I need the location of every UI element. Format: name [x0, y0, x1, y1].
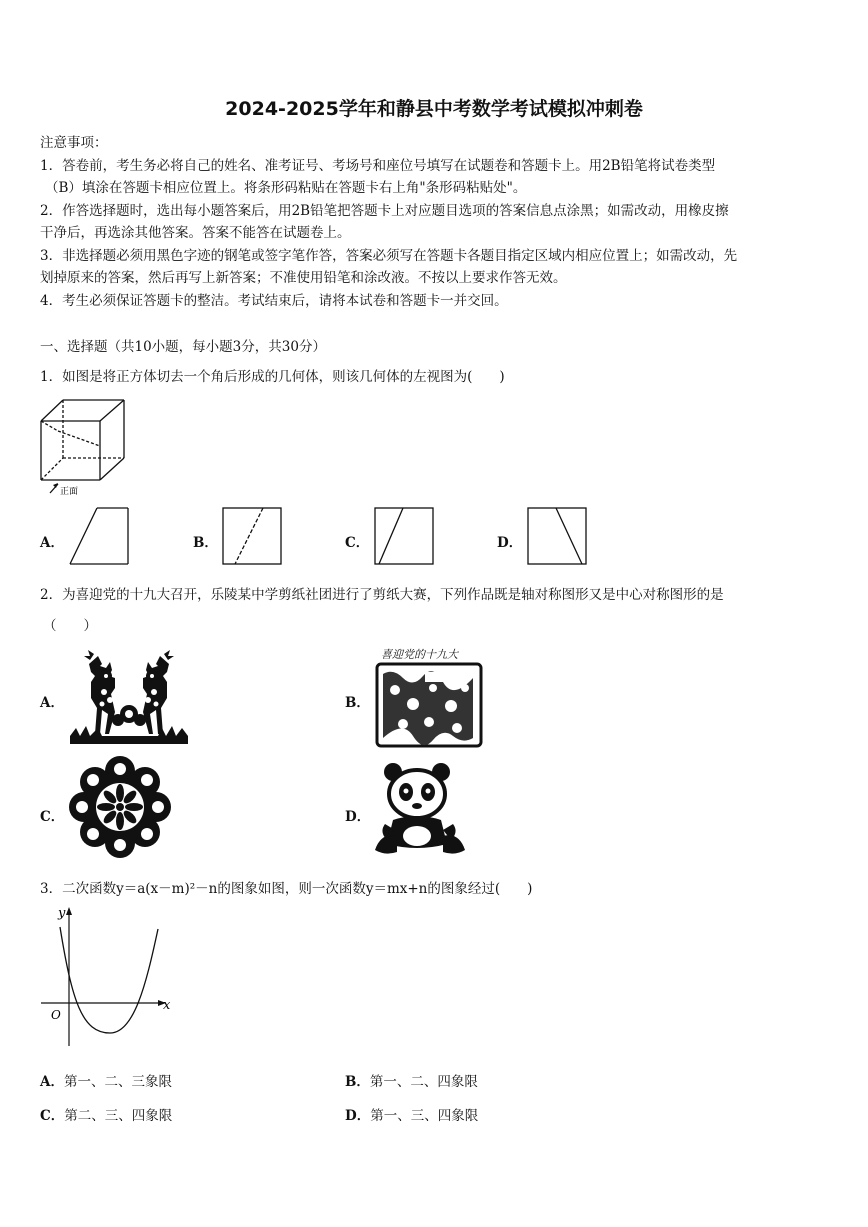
cube-cut-figure	[38, 396, 130, 498]
notes-block	[40, 132, 830, 312]
q3-option-b-text: 第一、二、四象限	[369, 1074, 478, 1090]
q1-option-c-label: C．	[345, 535, 370, 551]
q3-option-b-label: B．	[345, 1074, 370, 1090]
origin-label: O	[51, 1008, 61, 1022]
q3-option-a-label: A．	[40, 1074, 64, 1090]
question-2-stem-line2: （ ）	[43, 618, 97, 634]
q3-option-d	[345, 1104, 478, 1124]
q1-option-d-label: D．	[497, 535, 523, 551]
papercut-b-caption: 喜迎党的十九大	[381, 648, 458, 661]
q3-option-b	[345, 1070, 478, 1090]
page-title: 2024-2025学年和静县中考数学考试模拟冲刺卷	[225, 98, 643, 120]
q3-option-a-text: 第一、二、三象限	[63, 1074, 172, 1090]
q1-option-a-label: A．	[40, 535, 64, 551]
note-line: 3．非选择题必须用黑色字迹的钢笔或签字笔作答，答案必须写在答题卡各题目指定区域内相应位置上；如需改动，先	[40, 247, 738, 264]
q3-option-c-label: C．	[40, 1108, 65, 1124]
question-2-stem-line1: 2．为喜迎党的十九大召开，乐陵某中学剪纸社团进行了剪纸大赛，下列作品既是轴对称图形又是中心对称图形的是	[40, 587, 724, 603]
note-line: 干净后，再选涂其他答案。答案不能答在试题卷上。	[40, 225, 351, 241]
q2-option-d-label: D．	[345, 809, 371, 825]
question-1-stem: 1．如图是将正方体切去一个角后形成的几何体，则该几何体的左视图为( )	[40, 369, 505, 385]
question-3-stem: 3．二次函数y＝a(x－m)²－n的图象如图，则一次函数y＝mx+n的图象经过( )	[40, 881, 533, 897]
note-line: （B）填涂在答题卡相应位置上。将条形码粘贴在答题卡右上角"条形码粘贴处"。	[45, 180, 527, 196]
note-line: 4．考生必须保证答题卡的整洁。考试结束后，请将本试卷和答题卡一并交回。	[40, 292, 508, 309]
note-line: 划掉原来的答案，然后再写上新答案；不准使用铅笔和涂改液。不按以上要求作答无效。	[40, 270, 567, 286]
flower-papercut-image	[68, 755, 172, 859]
q1-option-b-label: B．	[193, 535, 218, 551]
q2-option-a-label: A．	[40, 695, 64, 711]
q1-option-c-figure	[373, 506, 435, 566]
q3-option-d-text: 第一、三、四象限	[370, 1108, 479, 1124]
parabola-curve	[60, 927, 158, 1033]
q3-option-d-label: D．	[345, 1108, 371, 1124]
q1-option-a-figure	[68, 506, 130, 566]
section-heading: 一、选择题（共10小题，每小题3分，共30分）	[40, 339, 326, 355]
q3-option-c-text: 第二、三、四象限	[64, 1108, 173, 1124]
deer-papercut-image	[68, 648, 190, 746]
front-label: 正面	[60, 487, 79, 497]
axis-x-label: x	[163, 998, 171, 1013]
note-line: 2．作答选择题时，选出每小题答案后，用2B铅笔把答题卡上对应题目选项的答案信息点涂黑；如需改动，用橡皮擦	[40, 202, 729, 219]
parabola-graph	[38, 905, 178, 1051]
party-papercut-image	[373, 644, 485, 750]
q2-option-b-label: B．	[345, 695, 370, 711]
q1-option-b-figure	[221, 506, 283, 566]
q2-option-c-label: C．	[40, 809, 65, 825]
q3-option-a	[40, 1070, 172, 1090]
q3-option-c	[40, 1104, 172, 1124]
note-line: 1．答卷前，考生务必将自己的姓名、准考证号、考场号和座位号填写在试题卷和答题卡上。用2B铅笔将试卷类型	[40, 157, 716, 174]
q1-option-d-figure	[526, 506, 588, 566]
notes-heading: 注意事项：	[40, 135, 108, 151]
axis-y-label: y	[58, 906, 66, 921]
panda-papercut-image	[373, 762, 467, 858]
